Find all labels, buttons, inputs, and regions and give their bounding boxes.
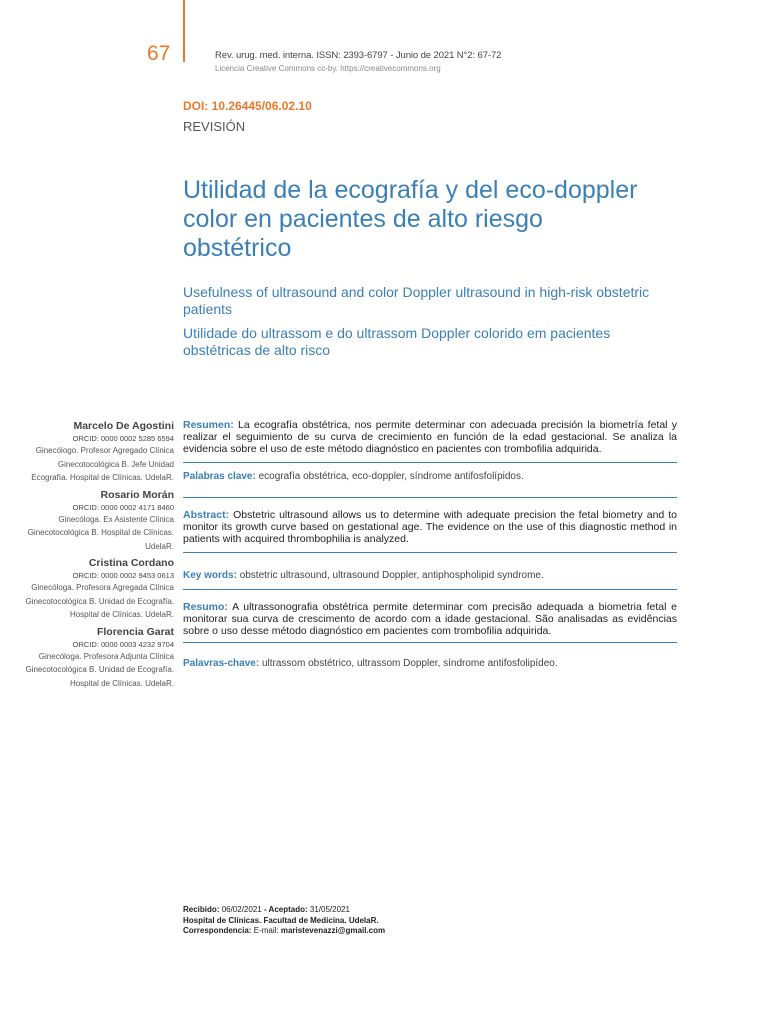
section-rule [183, 642, 677, 643]
section-rule [183, 497, 677, 498]
abstract-label: Abstract: [183, 509, 230, 521]
journal-citation: Rev. urug. med. interna. ISSN: 2393-6797 - Junio de 2021 N°2: 67-72 [215, 50, 502, 61]
author-name: Florencia Garat [96, 625, 174, 638]
resumen-label: Resumen: [183, 419, 234, 431]
resumo-paragraph [183, 601, 677, 637]
author-name: Marcelo De Agostini [73, 420, 174, 432]
accepted-label: - Aceptado: [263, 905, 308, 914]
article-footer [183, 905, 385, 937]
doi[interactable]: DOI: 10.26445/06.02.10 [183, 99, 312, 113]
author-affiliation: Ginecóloga. Ex Asistente Clínica Ginecotocológica B. Hospital de Clínicas. UdelaR. [27, 514, 174, 551]
correspondence-label: Correspondencia: [183, 926, 252, 935]
keywords-text: obstetric ultrasound, ultrasound Doppler, antiphospholipid syndrome. [239, 570, 544, 581]
correspondence-line [183, 926, 385, 937]
header-divider [183, 0, 185, 62]
author-block [20, 489, 174, 554]
key-words [183, 570, 677, 582]
resumen-paragraph [183, 419, 677, 455]
author-orcid[interactable]: ORCID: 0000 0003 4232 9704 [72, 639, 174, 649]
palavras-chave [183, 658, 677, 670]
abstracts-column [183, 419, 677, 670]
resumo-label: Resumo: [183, 601, 228, 613]
palabras-label: Palabras clave: [183, 471, 256, 482]
author-orcid[interactable]: ORCID: 0000 0002 9453 0613 [72, 571, 174, 580]
abstract-paragraph [183, 509, 677, 545]
keywords-label: Key words: [183, 570, 237, 581]
author-block [20, 557, 174, 622]
institution-line: Hospital de Clínicas. Facultad de Medicina. UdelaR. [183, 915, 379, 925]
email-label: E-mail: [253, 926, 279, 935]
page-number: 67 [147, 42, 171, 65]
section-rule [183, 462, 677, 463]
author-orcid[interactable]: ORCID: 0000 0002 5285 6594 [72, 434, 174, 443]
email-link[interactable]: maristevenazzi@gmail.com [280, 926, 386, 935]
resumo-text: A ultrassonografia obstétrica permite determinar com precisão adequada a biometria fetal e monitorar sua curva de crescimento de acordo com a idade gestacional. São analisadas as evidências sobre o uso desse método diagnóstico em pacientes com trombofilia adquirida. [183, 601, 677, 637]
palavras-label: Palavras-chave: [183, 658, 260, 669]
dates-line [183, 905, 385, 916]
author-orcid[interactable]: ORCID: 0000 0002 4171 8460 [72, 502, 174, 512]
license-line: Licencia Creative Commons cc-by. https://creativecommons.org [215, 64, 441, 73]
author-affiliation: Ginecóloga. Profesora Agregada Clínica Ginecotocológica B. Unidad de Ecografía. Hospital de Clínicas. UdelaR. [25, 583, 174, 619]
palavras-text: ultrassom obstétrico, ultrassom Doppler, síndrome antifosfolipídeo. [261, 658, 558, 669]
subtitle-english: Usefulness of ultrasound and color Doppler ultrasound in high-risk obstetric patients [183, 284, 650, 317]
received-label: Recibido: [183, 905, 220, 914]
section-rule [183, 589, 677, 590]
author-block [20, 626, 174, 691]
section-rule [183, 552, 677, 553]
resumen-text: La ecografía obstétrica, nos permite determinar con adecuada precisión la biometría fetal y realizar el seguimiento de su curva de crecimiento en función de la edad gestacional. Se analiza la evidencia sobre el uso de este método diagnóstico en pacientes con trombofilia adquirida. [183, 419, 678, 455]
section-label: REVISIÓN [183, 119, 246, 134]
accepted-date: 31/05/2021 [309, 905, 350, 914]
author-affiliation: Ginecólogo. Profesor Agregado Clínica Ginecotocológica B. Jefe Unidad Ecografía. Hospital de Clínicas. UdelaR. [31, 446, 174, 482]
palabras-text: ecografía obstétrica, eco-doppler, síndrome antifosfolípidos. [258, 471, 524, 482]
author-name: Cristina Cordano [88, 557, 174, 569]
palabras-clave [183, 471, 677, 483]
abstract-text: Obstetric ultrasound allows us to determine with adequate precision the fetal biometry and to monitor its growth curve based on gestational age. The evidence on the use of this diagnostic method in patients with acquired thrombophilia is analyzed. [183, 509, 677, 545]
received-date: 06/02/2021 [221, 905, 262, 914]
author-list [20, 420, 174, 694]
author-block [20, 420, 174, 485]
author-name: Rosario Morán [100, 488, 174, 501]
article-title: Utilidad de la ecografía y del eco-doppler color en pacientes de alto riesgo obstétrico [183, 176, 638, 262]
author-affiliation: Ginecóloga. Profesora Adjunta Clínica Ginecotocológica B. Unidad de Ecografía. Hospital de Clínicas. UdelaR. [25, 651, 174, 688]
subtitle-portuguese: Utilidade do ultrassom e do ultrassom Doppler colorido em pacientes obstétricas de alto risco [183, 325, 611, 358]
